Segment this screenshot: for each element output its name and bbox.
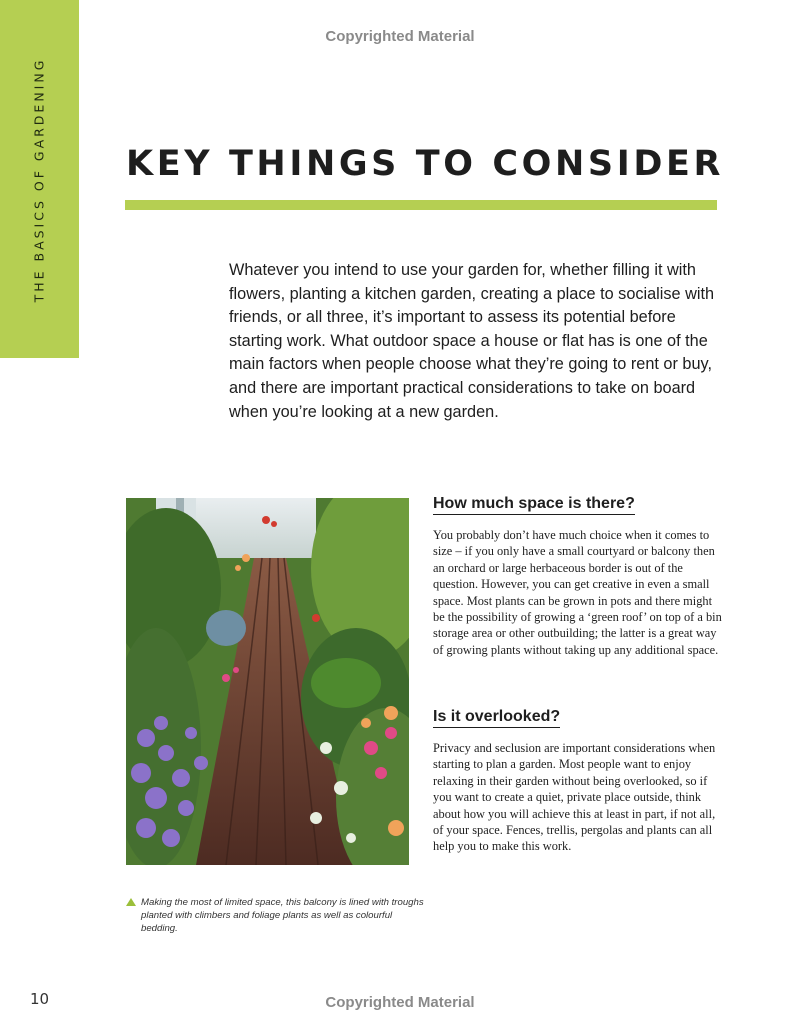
triangle-icon xyxy=(126,898,136,906)
title-underline-bar xyxy=(125,200,717,210)
watermark-top: Copyrighted Material xyxy=(325,28,475,45)
chapter-tab xyxy=(0,0,79,358)
page-title: KEY THINGS TO CONSIDER xyxy=(126,144,725,184)
caption-text: Making the most of limited space, this balcony is lined with troughs planted with climbers and foliage plants as well as colourful bedding. xyxy=(141,897,424,934)
section-heading-space: How much space is there? xyxy=(433,495,635,515)
section-body-overlooked: Privacy and seclusion are important considerations when starting to plan a garden. Most people want to enjoy relaxing in their garden without being overlooked, so if you want to create a quiet, private place outside, think about how you will achieve this at least in part, if not all, of your space. Fences, trellis, pergolas and plants can all help you to make this work. xyxy=(433,741,716,854)
section-heading-overlooked: Is it overlooked? xyxy=(433,708,560,728)
section-body-space: You probably don’t have much choice when it comes to size – if you only have a small courtyard or balcony then an orchard or large herbaceous border is out of the question. However, you can get creative in even a small space. Most plants can be grown in pots and there might be the possibility of growing a ‘green roof’ on top of a bin storage area or other outbuilding; the latter is a great way of growing plants without taking up any additional space. xyxy=(433,528,722,657)
page-number: 10 xyxy=(30,990,50,1008)
chapter-label: THE BASICS OF GARDENING xyxy=(31,57,47,303)
watermark-bottom: Copyrighted Material xyxy=(325,994,475,1011)
intro-paragraph: Whatever you intend to use your garden for, whether filling it with flowers, planting a kitchen garden, creating a place to socialise with friends, or all three, it’s important to assess its potential before starting work. What outdoor space a house or flat has is one of the main factors when people choose what they’re going to rent or buy, and there are important practical considerations to take on board when you’re looking at a new garden. xyxy=(229,261,715,421)
balcony-garden-photo xyxy=(126,498,409,865)
